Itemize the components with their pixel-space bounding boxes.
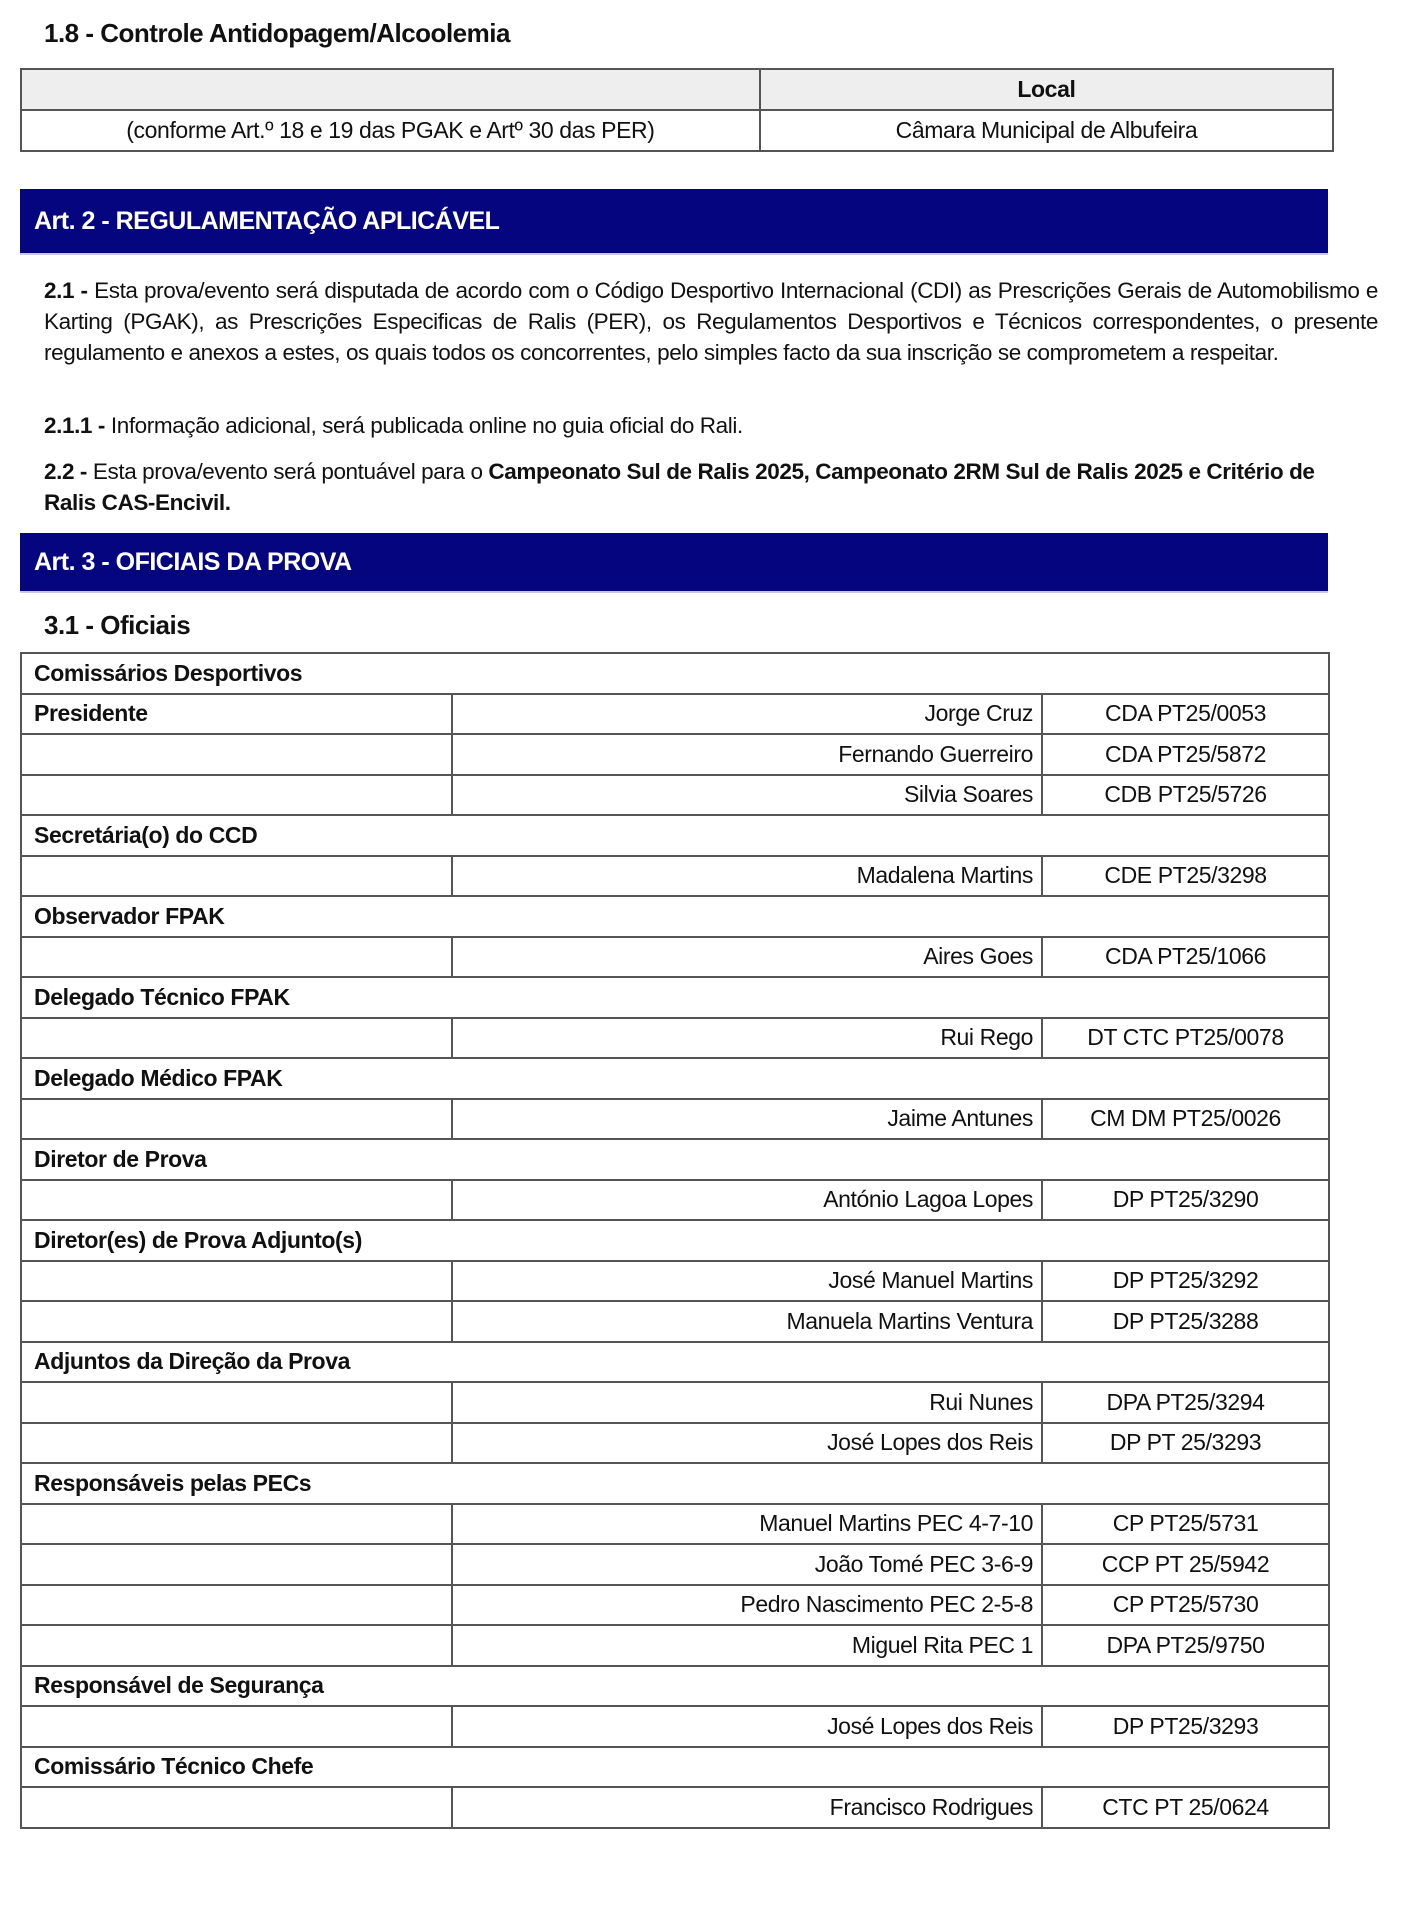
role-cell (21, 1706, 452, 1747)
group-label: Comissários Desportivos (21, 653, 1329, 694)
license-cell: CP PT25/5731 (1042, 1504, 1329, 1545)
role-cell (21, 1625, 452, 1666)
role-cell (21, 937, 452, 978)
role-cell: Presidente (21, 694, 452, 735)
license-cell: CDA PT25/5872 (1042, 734, 1329, 775)
group-row (21, 653, 1329, 694)
role-cell (21, 1585, 452, 1626)
license-cell: CDA PT25/0053 (1042, 694, 1329, 735)
group-row (21, 1058, 1329, 1099)
role-cell (21, 1261, 452, 1302)
license-cell: DPA PT25/3294 (1042, 1382, 1329, 1423)
group-row (21, 1463, 1329, 1504)
table-row (21, 694, 1329, 735)
table-row (21, 1099, 1329, 1140)
role-cell (21, 734, 452, 775)
name-cell: Jaime Antunes (452, 1099, 1042, 1140)
officials-table (20, 652, 1330, 1829)
table-row (21, 1301, 1329, 1342)
name-cell: Madalena Martins (452, 856, 1042, 897)
license-cell: DP PT25/3290 (1042, 1180, 1329, 1221)
name-cell: José Lopes dos Reis (452, 1706, 1042, 1747)
section-1-8-title: 1.8 - Controle Antidopagem/Alcoolemia (44, 18, 510, 48)
license-cell: DP PT25/3293 (1042, 1706, 1329, 1747)
name-cell: Manuel Martins PEC 4-7-10 (452, 1504, 1042, 1545)
name-cell: José Lopes dos Reis (452, 1423, 1042, 1464)
name-cell: Silvia Soares (452, 775, 1042, 816)
art-2-heading-bar (20, 189, 1328, 255)
header-cell-local: Local (760, 69, 1333, 110)
license-cell: CTC PT 25/0624 (1042, 1787, 1329, 1828)
paragraph-text: Esta prova/evento será pontuável para o (92, 459, 483, 484)
paragraph-text: Informação adicional, será publicada online no guia oficial do Rali. (110, 413, 743, 438)
role-cell (21, 856, 452, 897)
group-row (21, 896, 1329, 937)
name-cell: Aires Goes (452, 937, 1042, 978)
table-row (21, 110, 1333, 151)
table-row (21, 1180, 1329, 1221)
group-label: Secretária(o) do CCD (21, 815, 1329, 856)
group-label: Delegado Técnico FPAK (21, 977, 1329, 1018)
table-row (21, 734, 1329, 775)
table-row (21, 1544, 1329, 1585)
art-2-title: Art. 2 - REGULAMENTAÇÃO APLICÁVEL (34, 206, 500, 235)
group-row (21, 977, 1329, 1018)
name-cell: Miguel Rita PEC 1 (452, 1625, 1042, 1666)
section-3-1-title: 3.1 - Oficiais (44, 610, 191, 640)
name-cell: António Lagoa Lopes (452, 1180, 1042, 1221)
table-row (21, 856, 1329, 897)
name-cell: Pedro Nascimento PEC 2-5-8 (452, 1585, 1042, 1626)
license-cell: DPA PT25/9750 (1042, 1625, 1329, 1666)
name-cell: Francisco Rodrigues (452, 1787, 1042, 1828)
group-label: Responsável de Segurança (21, 1666, 1329, 1707)
group-label: Adjuntos da Direção da Prova (21, 1342, 1329, 1383)
table-row (21, 1504, 1329, 1545)
table-header-row (21, 69, 1333, 110)
art-3-title: Art. 3 - OFICIAIS DA PROVA (34, 547, 352, 576)
name-cell: Manuela Martins Ventura (452, 1301, 1042, 1342)
license-cell: CDA PT25/1066 (1042, 937, 1329, 978)
table-row (21, 937, 1329, 978)
reference-cell: (conforme Art.º 18 e 19 das PGAK e Artº 30 das PER) (21, 110, 760, 151)
table-row (21, 1261, 1329, 1302)
group-row (21, 1342, 1329, 1383)
license-cell: DP PT25/3292 (1042, 1261, 1329, 1302)
group-row (21, 1139, 1329, 1180)
role-cell (21, 1787, 452, 1828)
group-label: Responsáveis pelas PECs (21, 1463, 1329, 1504)
name-cell: Fernando Guerreiro (452, 734, 1042, 775)
header-cell-empty (21, 69, 760, 110)
license-cell: CCP PT 25/5942 (1042, 1544, 1329, 1585)
role-cell (21, 1382, 452, 1423)
championship-list: Campeonato Sul de Ralis 2025, Campeonato 2RM Sul de Ralis 2025 e Critério de Ralis CAS-Encivil. (44, 459, 1315, 515)
name-cell: Rui Rego (452, 1018, 1042, 1059)
location-cell: Câmara Municipal de Albufeira (760, 110, 1333, 151)
table-row (21, 1585, 1329, 1626)
role-cell (21, 1301, 452, 1342)
group-label: Observador FPAK (21, 896, 1329, 937)
group-row (21, 1220, 1329, 1261)
license-cell: CP PT25/5730 (1042, 1585, 1329, 1626)
paragraph-number: 2.1 - (44, 278, 88, 303)
paragraph-number: 2.2 - (44, 459, 88, 484)
group-row (21, 1747, 1329, 1788)
paragraph-2-1-1 (44, 410, 1378, 441)
name-cell: Jorge Cruz (452, 694, 1042, 735)
name-cell: Rui Nunes (452, 1382, 1042, 1423)
role-cell (21, 1423, 452, 1464)
art-3-heading-bar (20, 533, 1328, 593)
role-cell (21, 1544, 452, 1585)
table-row (21, 1018, 1329, 1059)
role-cell (21, 1018, 452, 1059)
license-cell: CDE PT25/3298 (1042, 856, 1329, 897)
license-cell: DP PT 25/3293 (1042, 1423, 1329, 1464)
table-row (21, 1706, 1329, 1747)
role-cell (21, 1504, 452, 1545)
group-label: Comissário Técnico Chefe (21, 1747, 1329, 1788)
group-row (21, 1666, 1329, 1707)
role-cell (21, 775, 452, 816)
doping-control-table (20, 68, 1334, 152)
license-cell: CM DM PT25/0026 (1042, 1099, 1329, 1140)
table-row (21, 1625, 1329, 1666)
group-label: Diretor de Prova (21, 1139, 1329, 1180)
license-cell: DP PT25/3288 (1042, 1301, 1329, 1342)
table-row (21, 1382, 1329, 1423)
paragraph-text: Esta prova/evento será disputada de acordo com o Código Desportivo Internacional (CDI) as Prescrições Gerais de Automobilismo e Karting (PGAK), as Prescrições Especificas de Ralis (PER), os Regulamentos Desportivos e Técnicos correspondentes, o presente regulamento e anexos a estes, os quais todos os concorrentes, pelo simples facto da sua inscrição se comprometem a respeitar. (44, 278, 1378, 365)
license-cell: CDB PT25/5726 (1042, 775, 1329, 816)
paragraph-number: 2.1.1 - (44, 413, 105, 438)
name-cell: José Manuel Martins (452, 1261, 1042, 1302)
role-cell (21, 1180, 452, 1221)
paragraph-2-2 (44, 456, 1344, 518)
group-label: Delegado Médico FPAK (21, 1058, 1329, 1099)
group-row (21, 815, 1329, 856)
table-row (21, 1787, 1329, 1828)
name-cell: João Tomé PEC 3-6-9 (452, 1544, 1042, 1585)
paragraph-2-1 (44, 275, 1378, 368)
table-row (21, 775, 1329, 816)
group-label: Diretor(es) de Prova Adjunto(s) (21, 1220, 1329, 1261)
license-cell: DT CTC PT25/0078 (1042, 1018, 1329, 1059)
table-row (21, 1423, 1329, 1464)
role-cell (21, 1099, 452, 1140)
